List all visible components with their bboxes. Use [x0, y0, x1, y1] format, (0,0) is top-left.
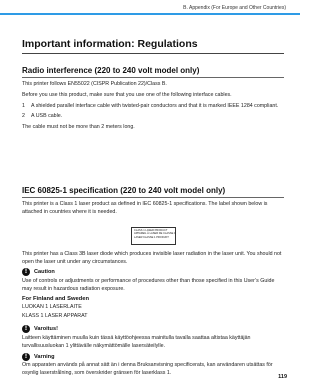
list-item-text: A shielded parallel interface cable with twisted-pair conductors and that it is marked IEEE 1284 compliant.: [31, 103, 279, 109]
page-number: 119: [278, 374, 287, 380]
running-header: B. Appendix (For Europe and Other Countries): [183, 5, 286, 11]
iec-section-rule: [22, 197, 284, 198]
list-item-number: 2: [22, 113, 25, 119]
varning-heading: [22, 353, 55, 361]
varoitus-label: Varoitus!: [34, 326, 58, 332]
varoitus-text: Laitteen käyttäminen muulla kuin tässä käyttöohjeessa mainitulla tavalla saattaa altistaa käyttäjän turvallisuusluokan 1 ylittävälle näkymättömälle lasersäteilylle.: [22, 335, 251, 349]
radio-section-heading: Radio interference (220 to 240 volt model only): [22, 66, 200, 75]
laser-label-line-3: LASER KLASSE 1 PRODUKT: [134, 235, 169, 239]
list-item: [22, 103, 284, 111]
finland-line-1: LUOKAN 1 LASERLAITE: [22, 304, 82, 310]
varning-label: Varning: [34, 354, 55, 360]
exclamation-icon: !: [22, 353, 30, 361]
caution-label: Caution: [34, 269, 55, 275]
finland-sweden-heading: For Finland and Sweden: [22, 296, 89, 302]
radio-para-1: This printer follows EN55022 (CISPR Publication 22)/Class B.: [22, 81, 167, 87]
page-title: Important information: Regulations: [22, 38, 198, 50]
title-rule: [22, 53, 284, 54]
exclamation-icon: !: [22, 268, 30, 276]
laser-label-line-1: CLASS 1 LASER PRODUCT: [134, 229, 168, 232]
list-item-number: 1: [22, 103, 25, 109]
iec-section-heading: IEC 60825-1 specification (220 to 240 volt model only): [22, 186, 226, 195]
list-item-text: A USB cable.: [31, 113, 63, 119]
caution-text: Use of controls or adjustments or performance of procedures other than those specified in this User’s Guide may result in hazardous radiation exposure.: [22, 278, 275, 292]
varning-text: Om apparaten används på annat sätt än i denna Bruksanvisning specificerats, kan användaren utsättas för osynlig laserstrålning, som överskrider gränsen för laserklass 1.: [22, 362, 273, 376]
iec-para-2: This printer has a Class 3B laser diode which produces invisible laser radiation in the laser unit. You should not open the laser unit under any circumstances.: [22, 251, 282, 265]
caution-heading: [22, 268, 55, 276]
varoitus-heading: [22, 325, 58, 333]
radio-note: The cable must not be more than 2 meters long.: [22, 124, 135, 130]
radio-para-2: Before you use this product, make sure that you use one of the following interface cables.: [22, 92, 232, 98]
finland-line-2: KLASS 1 LASER APPARAT: [22, 313, 88, 319]
exclamation-icon: !: [22, 325, 30, 333]
header-rule: [0, 13, 300, 15]
list-item: [22, 113, 284, 121]
laser-label-line-2: APPAREIL À LASER DE CLASSE 1: [134, 232, 176, 236]
iec-para-1: This printer is a Class 1 laser product as defined in IEC 60825-1 specifications. The label shown below is attached in countries where it is needed.: [22, 201, 268, 215]
radio-section-rule: [22, 77, 284, 78]
laser-class-label: [131, 227, 176, 245]
